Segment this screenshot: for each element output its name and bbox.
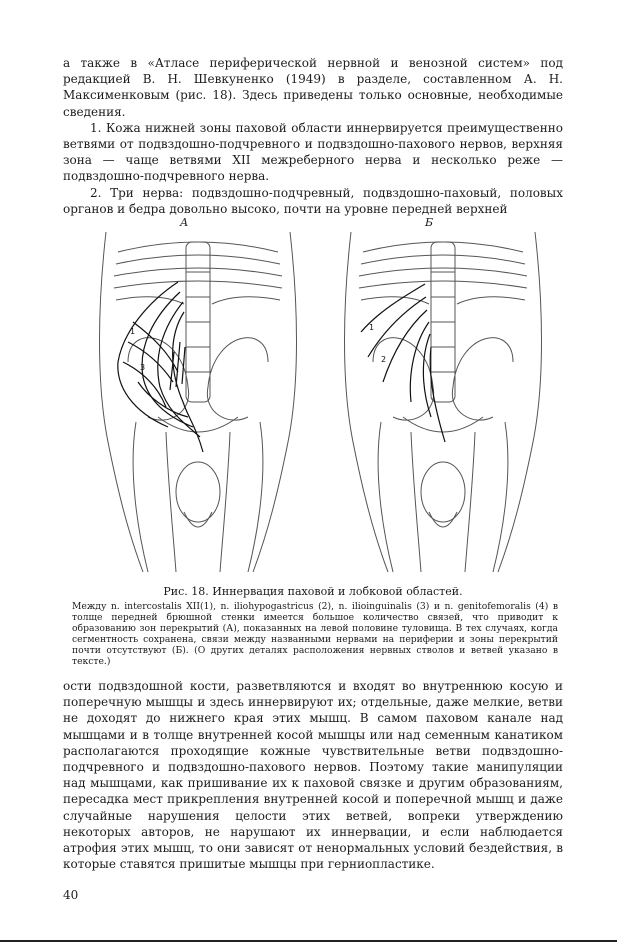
torso-drawing-b — [333, 212, 553, 572]
paragraph-continuation: а также в «Атласе периферической нервной и венозной систем» под редакцией В. Н. Шевкуненко (1949) в разделе, составленном А. Н. Максименковым (рис. 18). Здесь приведены только основные, необходимые сведения. — [63, 56, 563, 119]
figure-caption-title: Рис. 18. Иннервация паховой и лобковой областей. — [163, 585, 463, 598]
top-text-block — [63, 55, 563, 217]
panel-a-label: А — [180, 216, 189, 229]
nerve-mark-3: 3 — [140, 363, 146, 372]
figure-caption-body: Между n. intercostalis XII(1), n. iliohypogastricus (2), n. ilioinguinalis (3) и n. genitofemoralis (4) в толще передней брюшной стенки имеется большое количество связей, что приводит к образованию зон перекрытий (А), показанных на левой половине туловища. В тех случаях, когда сегментность сохранена, связи между названными нервами на периферии и зоны перекрытий почти отсутствуют (Б). (О других деталях расположения нервных стволов и ветвей указано в тексте.) — [72, 601, 558, 667]
paragraph-continuation-bottom: ости подвздошной кости, разветвляются и входят во внутреннюю косую и поперечную мышцы и здесь иннервируют их; отдельные, даже мелкие, ветви не доходят до нижнего края этих мышц. В самом паховом канале над мышцами и в толще внутренней косой мышцы или над семенным канатиком располагаются проходящие кожные чувствительные ветви подвздошно-подчревного и подвздошно-пахового нервов. Поэтому такие манипуляции над мышцами, как пришивание их к паховой связке и другим образованиям, пересадка мест прикрепления внутренней косой и поперечной мышц и даже случайные нарушения целости этих ветвей, вопреки утверждению некоторых авторов, не нарушают их иннервации, и если наблюдается атрофия этих мышц, то они зависят от ненормальных условий бездействия, в которые ставятся пришитые мышцы при герниопластике. — [63, 679, 563, 872]
illustration-panel-b — [333, 212, 553, 572]
illustration-panel-a — [88, 212, 308, 572]
nerve-mark-1: 1 — [130, 327, 136, 336]
nerve-mark-b-1: 1 — [369, 323, 375, 332]
torso-drawing-a — [88, 212, 308, 572]
figure-18 — [88, 212, 558, 572]
paragraph-point-1: 1. Кожа нижней зоны паховой области иннервируется преимущественно ветвями от подвздошно-подчревного и подвздошно-пахового нервов, верхняя зона — чаще ветвями XII межреберного нерва и несколько реже — подвздошно-подчревного нерва. — [63, 120, 563, 184]
bottom-text-block — [63, 678, 563, 872]
page-bottom-rule — [0, 940, 617, 942]
panel-b-label: Б — [425, 216, 434, 229]
paragraph-point-2: 2. Три нерва: подвздошно-подчревный, подвздошно-паховый, половых органов и бедра довольно высоко, почти на уровне передней верхней — [63, 185, 563, 216]
nerve-mark-b-2: 2 — [381, 355, 387, 364]
page-number: 40 — [63, 888, 79, 902]
